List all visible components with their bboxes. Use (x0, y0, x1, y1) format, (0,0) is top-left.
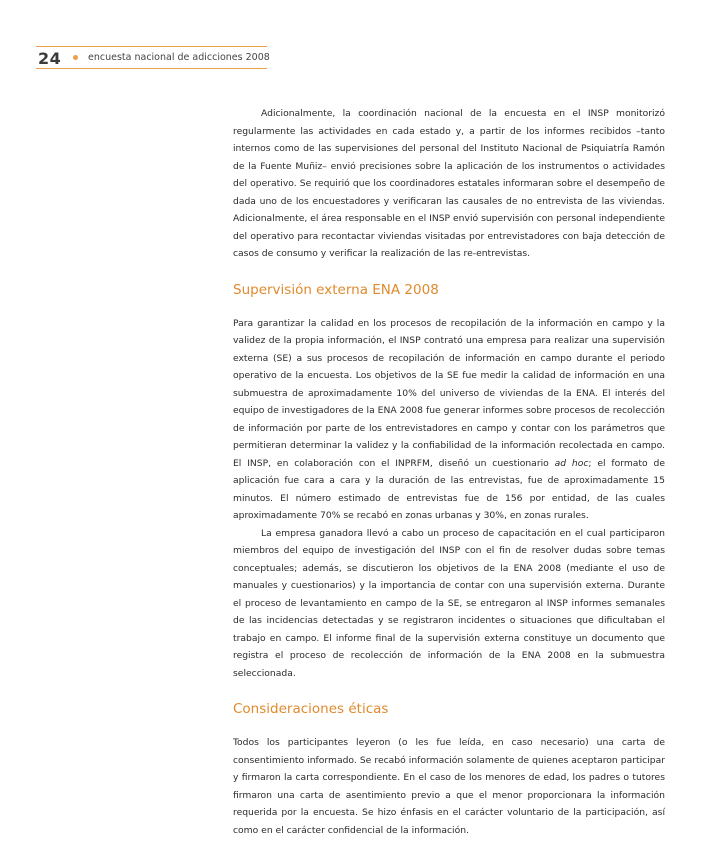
main-content (233, 105, 665, 839)
supervision-paragraph-1 (233, 315, 665, 525)
running-title: encuesta nacional de adicciones 2008 (88, 52, 270, 63)
section-title-supervision-externa: Supervisión externa ENA 2008 (233, 281, 439, 298)
supervision-paragraph-1-italic: ad hoc (554, 457, 589, 469)
header-top-rule (36, 46, 267, 47)
header-bottom-rule (36, 68, 267, 69)
intro-paragraph: Adicionalmente, la coordinación nacional de la encuesta en el INSP monitorizó regularmente las actividades en cada estado y, a partir de los informes recibidos –tanto internos como de las supervisiones del personal del Instituto Nacional de Psiquiatría Ramón de la Fuente Muñiz– envió precisiones sobre la aplicación de los instrumentos o actividades del operativo. Se requirió que los coordinadores estatales informaran sobre el desempeño de dada uno de los encuestadores y verificaran las causales de no entrevista de las viviendas. Adicionalmente, el área responsable en el INSP envió supervisión con personal independiente del operativo para recontactar viviendas visitadas por entrevistadores con baja detección de casos de consumo y verificar la realización de las re-entrevistas. (233, 108, 665, 259)
ethics-paragraph-1: Todos los participantes leyeron (o les fue leída, en caso necesario) una carta de consentimiento informado. Se recabó información solamente de quienes aceptaron participar y firmaron la carta correspondiente. En el caso de los menores de edad, los padres o tutores firmaron una carta de asentimiento previo a que el menor proporcionara la información requerida por la encuesta. Se hizo énfasis en el carácter voluntario de la participación, así como en el carácter confidencial de la información. (233, 737, 665, 836)
section-title-consideraciones-eticas: Consideraciones éticas (233, 701, 389, 717)
supervision-paragraph-1-part-b: ; el formato de aplicación fue cara a cara y la duración de las entrevistas, fue de aproximadamente 15 minutos. El número estimado de entrevistas fue de 156 por entidad, de las cuales aproximadamente 70% se recabó en zonas urbanas y 30%, en zonas rurales. (233, 457, 665, 521)
supervision-paragraph-2: La empresa ganadora llevó a cabo un proceso de capacitación en el cual participaron miembros del equipo de investigación del INSP con el fin de resolver dudas sobre temas conceptuales; además, se discutieron los objetivos de la ENA 2008 (mediante el uso de manuales y cuestionarios) y la importancia de contar con una supervisión externa. Durante el proceso de levantamiento en campo de la SE, se entregaron al INSP informes semanales de las incidencias detectadas y se registraron incidentes o situaciones que dificultaban el trabajo en campo. El informe final de la supervisión externa constituye un documento que registra el proceso de recolección de información de la ENA 2008 en la submuestra seleccionada. (233, 527, 665, 679)
supervision-paragraph-1-part-a: Para garantizar la calidad en los procesos de recopilación de la información en campo y la validez de la propia información, el INSP contrató una empresa para realizar una supervisión externa (SE) a sus procesos de recopilación de información en campo durante el periodo operativo de la encuesta. Los objetivos de la SE fue medir la calidad de información en una submuestra de aproximadamente 10% del universo de viviendas de la ENA. El interés del equipo de investigadores de la ENA 2008 fue generar informes sobre procesos de recolección de información por parte de los entrevistadores en campo y contar con los parámetros que permitieran determinar la validez y la confiabilidad de la información recolectada en campo. El INSP, en colaboración con el INPRFM, diseñó un cuestionario (233, 317, 665, 469)
page-number: 24 (38, 49, 62, 68)
header-bullet-icon (73, 55, 78, 60)
